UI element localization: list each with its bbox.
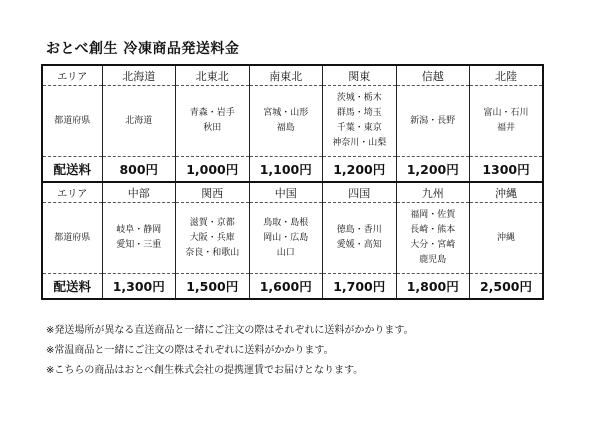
prefecture-line: 秋田 [203, 123, 222, 133]
prefecture-row-2 [42, 203, 543, 274]
prefecture-line: 大分・宮崎 [410, 240, 456, 250]
fee-cell: 1,300円 [102, 274, 176, 300]
prefecture-line: 長崎・熊本 [410, 225, 456, 235]
prefecture-line: 茨城・栃木 [336, 93, 382, 103]
prefecture-cell [249, 86, 323, 157]
prefecture-line: 愛媛・高知 [336, 240, 382, 250]
area-cell: 四国 [323, 182, 397, 203]
fee-cell: 1,600円 [249, 274, 323, 300]
prefecture-cell [396, 86, 470, 157]
prefecture-cell [102, 203, 176, 274]
prefecture-cell [470, 86, 544, 157]
prefecture-cell [102, 86, 176, 157]
prefecture-line: 福島 [276, 123, 295, 133]
prefecture-cell [176, 203, 250, 274]
fee-cell: 1,200円 [396, 157, 470, 183]
area-cell: 北陸 [470, 65, 544, 86]
area-label: エリア [42, 182, 102, 203]
fee-label: 配送料 [42, 157, 102, 183]
fee-cell: 1,800円 [396, 274, 470, 300]
area-cell: 中国 [249, 182, 323, 203]
fee-cell: 1,000円 [176, 157, 250, 183]
fee-cell: 1,200円 [323, 157, 397, 183]
fee-cell: 2,500円 [470, 274, 544, 300]
prefecture-line: 鹿児島 [419, 255, 447, 265]
prefecture-cell [323, 203, 397, 274]
area-cell: 北東北 [176, 65, 250, 86]
page-title: おとべ創生 冷凍商品発送料金 [46, 41, 240, 57]
shipping-notes [46, 321, 414, 381]
fee-row-1 [42, 157, 543, 183]
note-line: ※常温商品と一緒にご注文の際はそれぞれに送料がかかります。 [46, 345, 334, 356]
prefecture-cell [470, 203, 544, 274]
prefecture-line: 富山・石川 [483, 108, 529, 118]
prefecture-line: 福岡・佐賀 [410, 210, 456, 220]
prefecture-line: 岡山・広島 [263, 232, 309, 243]
prefecture-line: 青森・岩手 [189, 108, 235, 118]
prefecture-line: 福井 [496, 123, 515, 133]
area-cell: 沖縄 [470, 182, 544, 203]
fee-row-2 [42, 274, 543, 300]
prefecture-line: 愛知・三重 [116, 240, 162, 250]
fee-label: 配送料 [42, 274, 102, 300]
prefecture-line: 岐阜・静岡 [116, 225, 162, 235]
prefecture-cell [249, 203, 323, 274]
prefecture-line: 宮城・山形 [263, 108, 309, 118]
area-cell: 九州 [396, 182, 470, 203]
area-cell: 中部 [102, 182, 176, 203]
prefecture-line: 山口 [276, 247, 295, 258]
prefecture-cell [176, 86, 250, 157]
area-cell: 南東北 [249, 65, 323, 86]
area-cell: 関東 [323, 65, 397, 86]
area-row-1 [42, 65, 543, 86]
prefecture-line: 群馬・埼玉 [336, 108, 382, 118]
fee-cell: 1300円 [470, 157, 544, 183]
prefecture-line: 新潟・長野 [410, 115, 456, 126]
prefecture-label: 都道府県 [42, 203, 102, 274]
fee-cell: 800円 [102, 157, 176, 183]
fee-cell: 1,500円 [176, 274, 250, 300]
area-cell: 北海道 [102, 65, 176, 86]
note-line: ※発送場所が異なる直送商品と一緒にご注文の際はそれぞれに送料がかかります。 [46, 325, 414, 336]
area-cell: 信越 [396, 65, 470, 86]
prefecture-line: 神奈川・山梨 [332, 138, 387, 148]
fee-cell: 1,100円 [249, 157, 323, 183]
area-label: エリア [42, 65, 102, 86]
prefecture-cell [323, 86, 397, 157]
prefecture-line: 滋賀・京都 [189, 217, 235, 228]
area-row-2 [42, 182, 543, 203]
prefecture-row-1 [42, 86, 543, 157]
prefecture-line: 大阪・兵庫 [189, 232, 235, 243]
prefecture-line: 鳥取・島根 [263, 217, 309, 228]
prefecture-line: 北海道 [125, 115, 153, 126]
prefecture-line: 奈良・和歌山 [185, 247, 240, 258]
note-line: ※こちらの商品はおとべ創生株式会社の提携運賃でお届けとなります。 [46, 365, 364, 376]
shipping-fee-table [41, 64, 544, 300]
fee-cell: 1,700円 [323, 274, 397, 300]
prefecture-line: 沖縄 [496, 232, 515, 243]
prefecture-line: 徳島・香川 [336, 225, 382, 235]
prefecture-label: 都道府県 [42, 86, 102, 157]
area-cell: 関西 [176, 182, 250, 203]
prefecture-cell [396, 203, 470, 274]
prefecture-line: 千葉・東京 [336, 123, 382, 133]
